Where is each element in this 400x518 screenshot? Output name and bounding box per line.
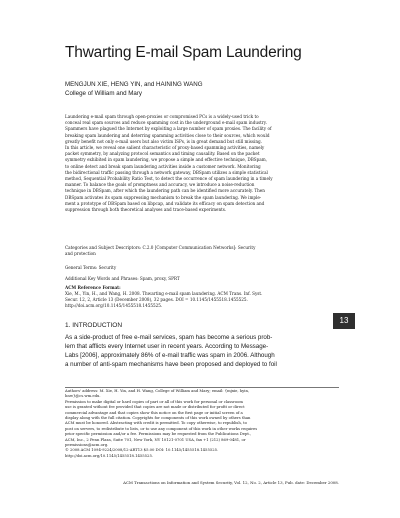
footnote-line: ACM must be honored. Abstracting with credit is permitted. To copy otherwise, to republish, to [65,421,247,426]
abstract-line: packet symmetry, by analyzing protocol semantics and timing causality. Based on the packet [65,151,260,157]
footnote-line: permissions@acm.org. [65,443,109,448]
keywords: Additional Key Words and Phrases: Spam, proxy, SPRT [65,276,180,281]
journal-footer: ACM Transactions on Information and System Security, Vol. 12, No. 2, Article 13, Pub. date: December 2008. [123,480,339,485]
footnote-line: Permission to make digital or hard copies of part or all of this work for personal or classroom [65,399,243,404]
doi-link[interactable]: http://doi.acm.org/10.1145/1455518.1455525. [65,453,154,458]
footnote-line: ACM, Inc., 2 Penn Plaza, Suite 701, New York, NY 10121-0701 USA, fax +1 (212) 869-0481, or [65,437,246,442]
introduction-text [65,334,339,370]
abstract-line: conceal real spam sources and reduce spamming cost in the underground e-mail spam industry. [65,120,267,126]
descriptor-line: and protection [65,251,96,257]
abstract-line: Laundering e-mail spam through open-proxies or compromised PCs is a widely-used trick to [65,114,259,119]
reference-line: Xie, M., Yin, H., and Wang, H. 2008. Thwarting e-mail spam laundering. ACM Trans. Inf. Syst. [65,291,263,296]
footnote-line: hnw}@cs.wm.edu. [65,394,101,399]
footnote-line: © 2008 ACM 1094-9224/2008/12-ART13 $5.00 DOI: 10.1145/1455518.1455525. [65,448,219,453]
abstract-line: to online detect and break spam laundering activities inside a customer network. Monitoring [65,163,261,169]
abstract-line: DBSpam activates its spam suppressing mechanism to break the spam laundering. We imple- [65,194,262,200]
abstract-line: greatly benefit not only e-mail users but also victim ISPs, is in great demand but still missing. [65,138,263,144]
footnote-line: Authors' address: M. Xie, H. Yin, and H. Wang, College of William and Mary; email: {mjxie, hyin, [65,389,250,393]
abstract-line: In this article, we reveal one salient characteristic of proxy-based spamming activities, namely [65,145,265,151]
paper-title: Thwarting E-mail Spam Laundering [65,44,302,61]
general-terms: General Terms: Security [65,265,117,270]
footnote [65,389,339,459]
abstract-line: manner. To balance the goals of promptness and accuracy, we introduce a noise-reduction [65,182,255,188]
intro-line: As a side-product of free e-mail services, spam has become a serious prob- [65,334,273,341]
abstract [65,114,339,213]
abstract-line: technique in DBSpam, after which the laundering path can be identified more accurately. Then [65,188,265,194]
reference-line: Secur. 12, 2, Article 13 (December 2008), 32 pages. DOI = 10.1145/1455518.1455525. [65,297,248,303]
descriptor-line: Categories and Subject Descriptors: C.2.0 [Computer Communication Networks]: Security [65,245,256,250]
abstract-line: suppression through both theoretical analyses and trace-based experiments. [65,207,227,213]
intro-line: a number of anti-spam mechanisms have been proposed and deployed to foil [65,360,277,368]
intro-line: lem that afflicts every Internet user in recent years. According to Message- [65,342,269,350]
footnote-line: display along with the full citation. Copyrights for components of this work owned by others than [65,416,251,421]
author-names: MENGJUN XIE, HENG YIN, and HAINING WANG [65,81,203,88]
subject-descriptors [65,245,339,257]
article-number-tab: 13 [333,313,355,329]
reference-format [65,291,339,310]
abstract-line: the bidirectional traffic passing through a network gateway, DBSpam utilizes a simple statistical [65,169,268,175]
footnote-line: post on servers, to redistribute to lists, or to use any component of this work in other works requires [65,426,258,431]
section-heading: 1. INTRODUCTION [65,322,123,329]
intro-line: Labs [2006], approximately 86% of e-mail traffic was spam in 2006. Although [65,351,275,359]
abstract-line: method, Sequential Probability Ratio Test, to detect the occurrence of spam laundering in a timely [65,176,273,182]
reference-heading: ACM Reference Format: [65,285,121,290]
doi-link[interactable]: http://doi.acm.org/10.1145/1455518.1455525. [65,303,163,309]
footnote-divider [65,387,339,388]
footnote-line: use is granted without fee provided that copies are not made or distributed for profit or direct [65,405,245,410]
abstract-line: Spammers have plagued the Internet by exploiting a large number of spam proxies. The facility of [65,126,272,132]
affiliation: College of William and Mary [65,90,143,97]
abstract-line: ment a prototype of DBSpam based on libpcap, and validate its efficacy on spam detection and [65,200,265,206]
abstract-line: symmetry exhibited in spam laundering, we propose a simple and effective technique, DBSpam, [65,157,267,163]
author-block [65,80,203,98]
footnote-line: commercial advantage and that copies show this notice on the first page or initial screen of a [65,410,243,415]
abstract-line: breaking spam laundering and deterring spamming activities close to their sources, which would [65,132,270,138]
footnote-line: prior specific permission and/or a fee. Permissions may be requested from the Publications Dept., [65,432,252,437]
